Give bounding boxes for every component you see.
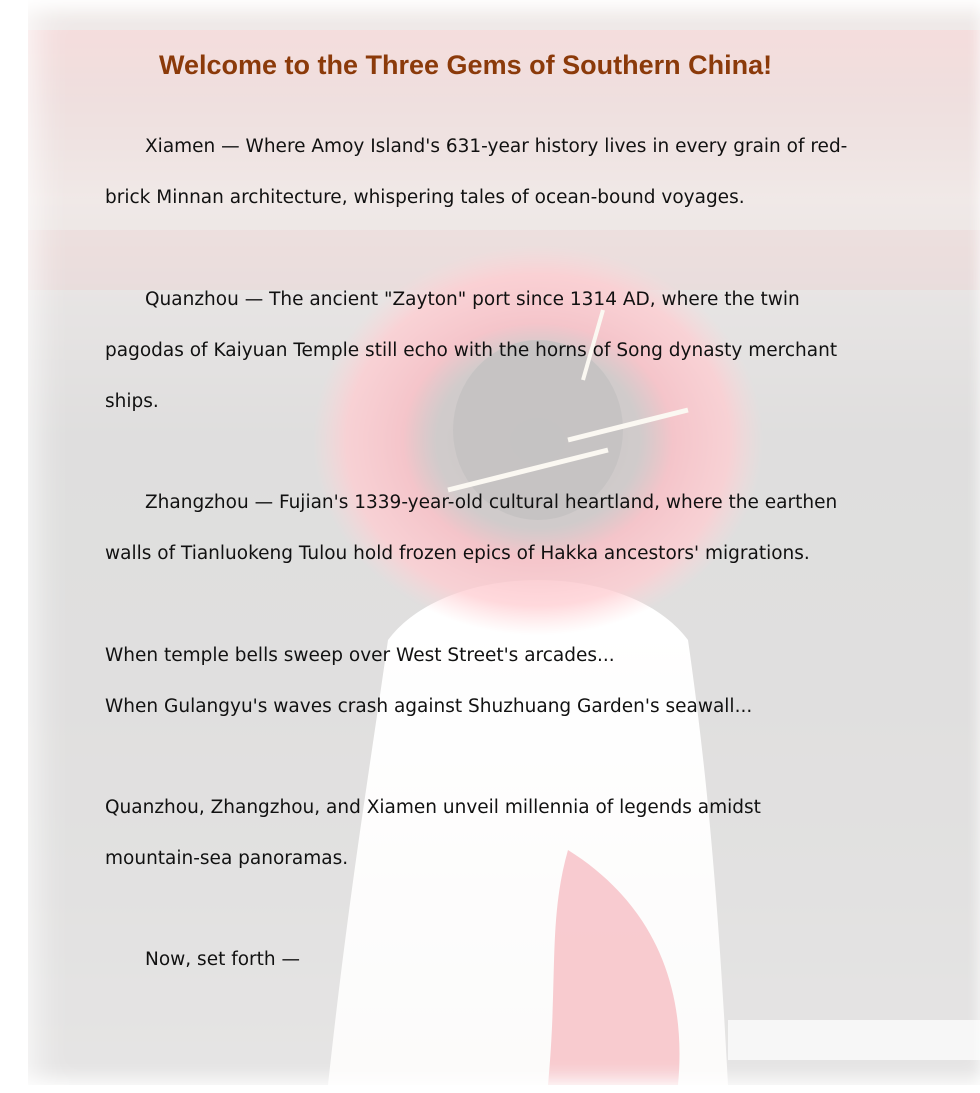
closing-line: Now, set forth — [145, 949, 301, 970]
when-line-gulangyu: When Gulangyu's waves crash against Shuzhuang Garden's seawall... [105, 696, 753, 717]
quanzhou-paragraph: Quanzhou — The ancient "Zayton" port since 1314 AD, where the twin pagodas of Kaiyuan Temple still echo with the horns of Song dynasty merchant ships. [105, 289, 838, 412]
when-lines [105, 630, 865, 732]
xiamen-paragraph: Xiamen — Where Amoy Island's 631-year history lives in every grain of red-brick Minnan architecture, whispering tales of ocean-bound voyages. [105, 136, 848, 208]
page-title: Welcome to the Three Gems of Southern China! [159, 50, 773, 80]
when-line-temple-bells: When temple bells sweep over West Street's arcades... [105, 645, 615, 666]
zhangzhou-paragraph: Zhangzhou — Fujian's 1339-year-old cultural heartland, where the earthen walls of Tianluokeng Tulou hold frozen epics of Hakka ancestors' migrations. [105, 492, 838, 564]
summary-paragraph: Quanzhou, Zhangzhou, and Xiamen unveil millennia of legends amidst mountain-sea panoramas. [105, 797, 761, 869]
